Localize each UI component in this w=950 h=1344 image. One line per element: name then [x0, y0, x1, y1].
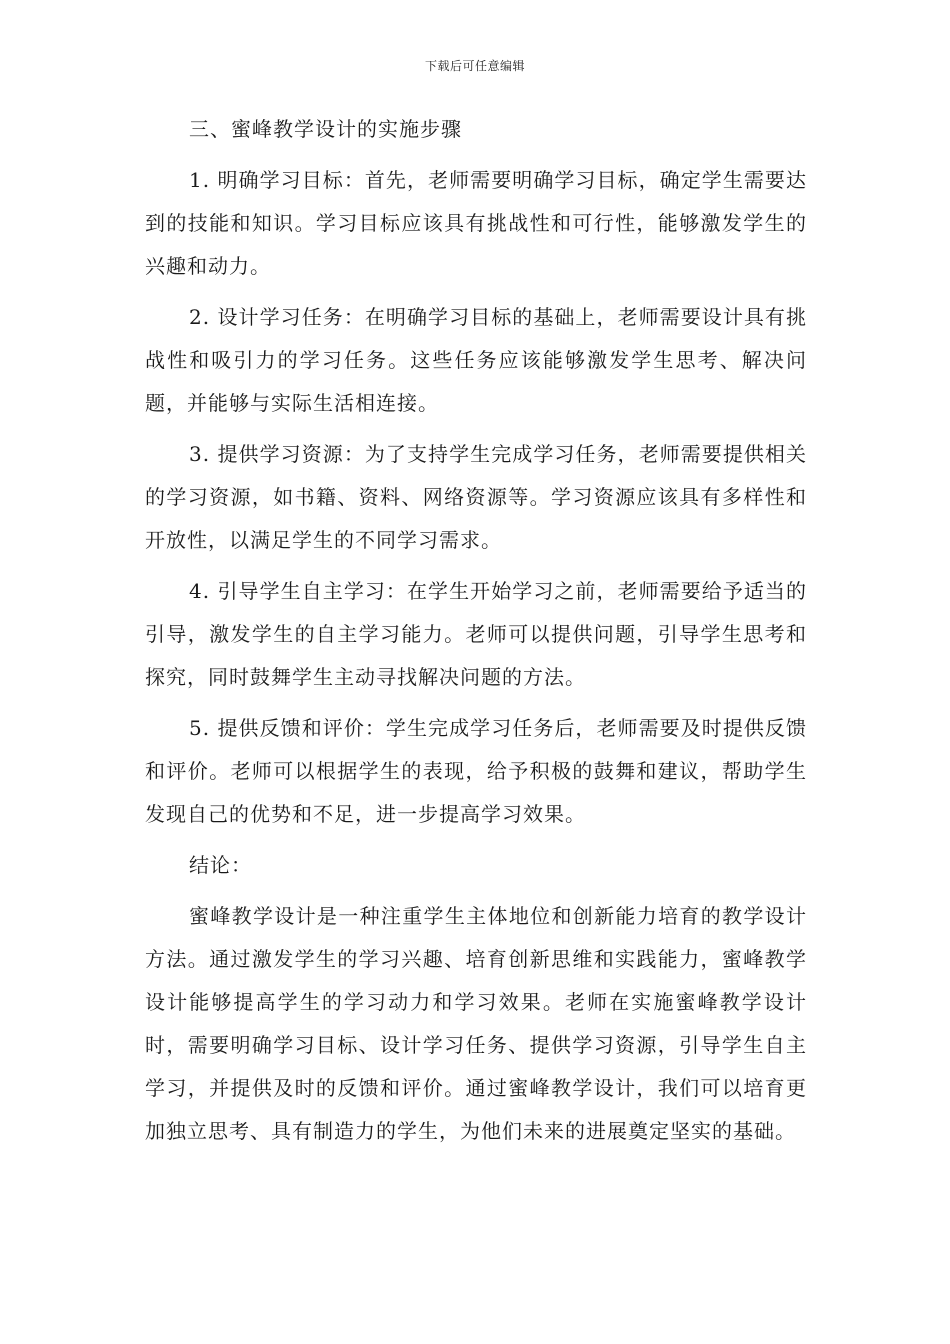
conclusion-paragraph: 蜜峰教学设计是一种注重学生主体地位和创新能力培育的教学设计方法。通过激发学生的学习兴趣、培育创新思维和实践能力，蜜峰教学设计能够提高学生的学习动力和学习效果。老师在实施蜜峰教学设计时，需要明确学习目标、设计学习任务、提供学习资源，引导学生自主学习，并提供及时的反馈和评价。通过蜜峰教学设计，我们可以培育更加独立思考、具有制造力的学生，为他们未来的进展奠定坚实的基础。: [145, 904, 807, 1143]
step-paragraph: 4. 引导学生自主学习：在学生开始学习之前，老师需要给予适当的引导，激发学生的自主学习能力。老师可以提供问题，引导学生思考和探究，同时鼓舞学生主动寻找解决问题的方法。: [145, 579, 807, 689]
step-paragraph: 1. 明确学习目标：首先，老师需要明确学习目标，确定学生需要达到的技能和知识。学习目标应该具有挑战性和可行性，能够激发学生的兴趣和动力。: [145, 168, 807, 278]
conclusion-heading: 结论：: [189, 853, 252, 877]
step-paragraph: 2. 设计学习任务：在明确学习目标的基础上，老师需要设计具有挑战性和吸引力的学习任务。这些任务应该能够激发学生思考、解决问题，并能够与实际生活相连接。: [145, 305, 807, 415]
header-note: 下载后可任意编辑: [424, 59, 525, 73]
step-paragraph: 5. 提供反馈和评价：学生完成学习任务后，老师需要及时提供反馈和评价。老师可以根据学生的表现，给予积极的鼓舞和建议，帮助学生发现自己的优势和不足，进一步提高学习效果。: [145, 716, 807, 826]
section-title: 三、蜜峰教学设计的实施步骤: [189, 117, 462, 141]
step-paragraph: 3. 提供学习资源：为了支持学生完成学习任务，老师需要提供相关的学习资源，如书籍、资料、网络资源等。学习资源应该具有多样性和开放性，以满足学生的不同学习需求。: [145, 442, 807, 552]
document-body: [145, 108, 807, 1161]
